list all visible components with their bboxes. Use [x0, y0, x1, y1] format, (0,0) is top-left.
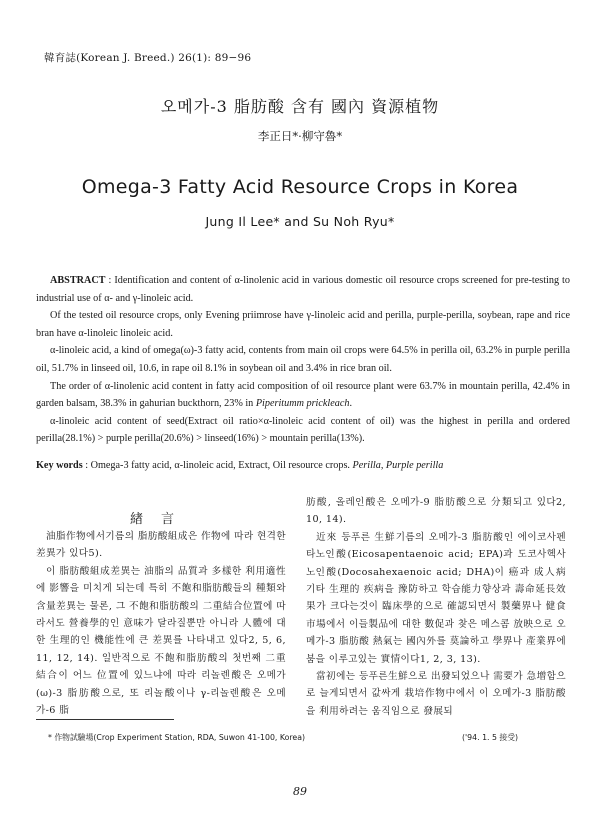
abstract-paragraph-4	[36, 378, 570, 413]
abstract	[36, 272, 570, 448]
footnote-affiliation: * 作物試驗場(Crop Experiment Station, RDA, Suwon 41-100, Korea)	[48, 733, 306, 742]
abstract-text-4: The order of α-linolenic acid content in fatty acid composition of oil resource plant were 63.7% in mountain perilla, 42.4% in garden balsam, 38.3% in gahurian buckthorn, 23% in	[36, 380, 570, 410]
abstract-label: ABSTRACT	[50, 275, 106, 286]
left-paragraph-1: 油脂作物에서기름의 脂肪酸組成은 作物에 따라 현격한 差異가 있다5).	[36, 531, 286, 560]
right-column	[306, 494, 566, 720]
abstract-text-4-end: .	[349, 398, 353, 410]
korean-title: 오메가-3 脂肪酸 含有 國內 資源植物	[160, 97, 440, 116]
right-paragraph-1: 肪酸, 올레인酸은 오메가-9 脂肪酸으로 分類되고 있다2, 10, 14).	[306, 497, 566, 526]
korean-authors: 李正日*·柳守魯*	[257, 129, 343, 143]
right-paragraph-2: 近來 등푸른 生鮮기름의 오메가-3 脂肪酸인 에이코사펜타노인酸(Eicosapentaenoic acid; EPA)과 도코사헥사노인酸(Docosahexaenoic acid; DHA)이 癌과 成人病 기타 生理的 疾病을 豫防하고 학습能力향상과 壽命延長效果가 크다는것이 臨床學的으로 確認되면서 製藥界나 健食市場에서 이들製品에 대한 數促과 찾은 메스콤 放映으로 오메가-3 脂肪酸 熱氣는 國內外를 莫論하고 學界나 產業界에 붐을 이루고있는 實情이다1, 2, 3, 13).	[306, 531, 566, 665]
abstract-paragraph-1	[36, 272, 570, 307]
footnote-divider	[36, 719, 174, 720]
keywords-italic: Perilla, Purple perilla	[352, 460, 444, 471]
abstract-paragraph-3: α-linoleic acid, a kind of omega(ω)-3 fatty acid, contents from main oil crops were 64.5% in perilla oil, 63.2% in purple perilla oil, 51.7% in linseed oil, 10.6, in rape oil 8.1% in soybean oil and 3.4% in rice bran oil.	[36, 345, 570, 374]
right-paragraph-3: 當初에는 등푸른生鮮으로 出發되었으나 需要가 急增함으로 늘게되면서 값싸게 栽培作物中에서 이 오메가-3 脂肪酸을 利用하려는 움직임으로 發展되	[306, 671, 566, 717]
species-name: Piperitumm prickleach	[255, 398, 350, 410]
page-number: 89	[293, 785, 307, 798]
received-date: ('94. 1. 5 接受)	[462, 733, 519, 742]
abstract-paragraph-2: Of the tested oil resource crops, only Evening priimrose have γ-linoleic acid and perilla, purple-perilla, soybean, rape and rice bran have α-linoleic linoleic acid.	[36, 310, 570, 339]
left-paragraph-2: 이 脂肪酸組成差異는 油脂의 品質과 多樣한 利用適性에 影響을 미치게 되는데 특히 不飽和脂肪酸들의 種類와 含量差異는 물론, 그 不飽和脂肪酸의 二重結合位置에 따라서도 營養學的인 意味가 달라질뿐만 아니라 人體에 대한 生理的인 機能性에 큰 差異를 나타내고 있다2, 5, 6, 11, 12, 14). 일반적으로 不飽和脂肪酸의 첫번째 二重結合이 어느 位置에 있느냐에 따라 리놀렌酸은 오메가(ω)-3 脂肪酸으로, 또 리놀酸이나 γ-리놀렌酸은 오메가-6 脂	[36, 565, 286, 717]
section-heading: 緖言	[129, 512, 192, 527]
english-authors: Jung Il Lee* and Su Noh Ryu*	[205, 214, 395, 229]
left-column	[36, 528, 286, 719]
keywords-label: Key words	[36, 460, 83, 471]
keywords-text: : Omega-3 fatty acid, α-linoleic acid, Extract, Oil resource crops.	[82, 460, 353, 471]
journal-citation: 韓育誌(Korean J. Breed.) 26(1): 89−96	[44, 52, 252, 64]
abstract-paragraph-5: α-linoleic acid content of seed(Extract oil ratio×α-linoleic acid content of oil) was the highest in perilla and ordered perilla(28.1%) > purple perilla(20.6%) > linseed(16%) > mountain perilla(13%).	[36, 415, 570, 445]
keywords	[36, 460, 570, 471]
english-title: Omega-3 Fatty Acid Resource Crops in Korea	[81, 176, 519, 198]
abstract-text-1: : Identification and content of α-linolenic acid in various domestic oil resource crops screened for pre-testing to industrial use of α- and γ-linoleic acid.	[36, 275, 570, 304]
